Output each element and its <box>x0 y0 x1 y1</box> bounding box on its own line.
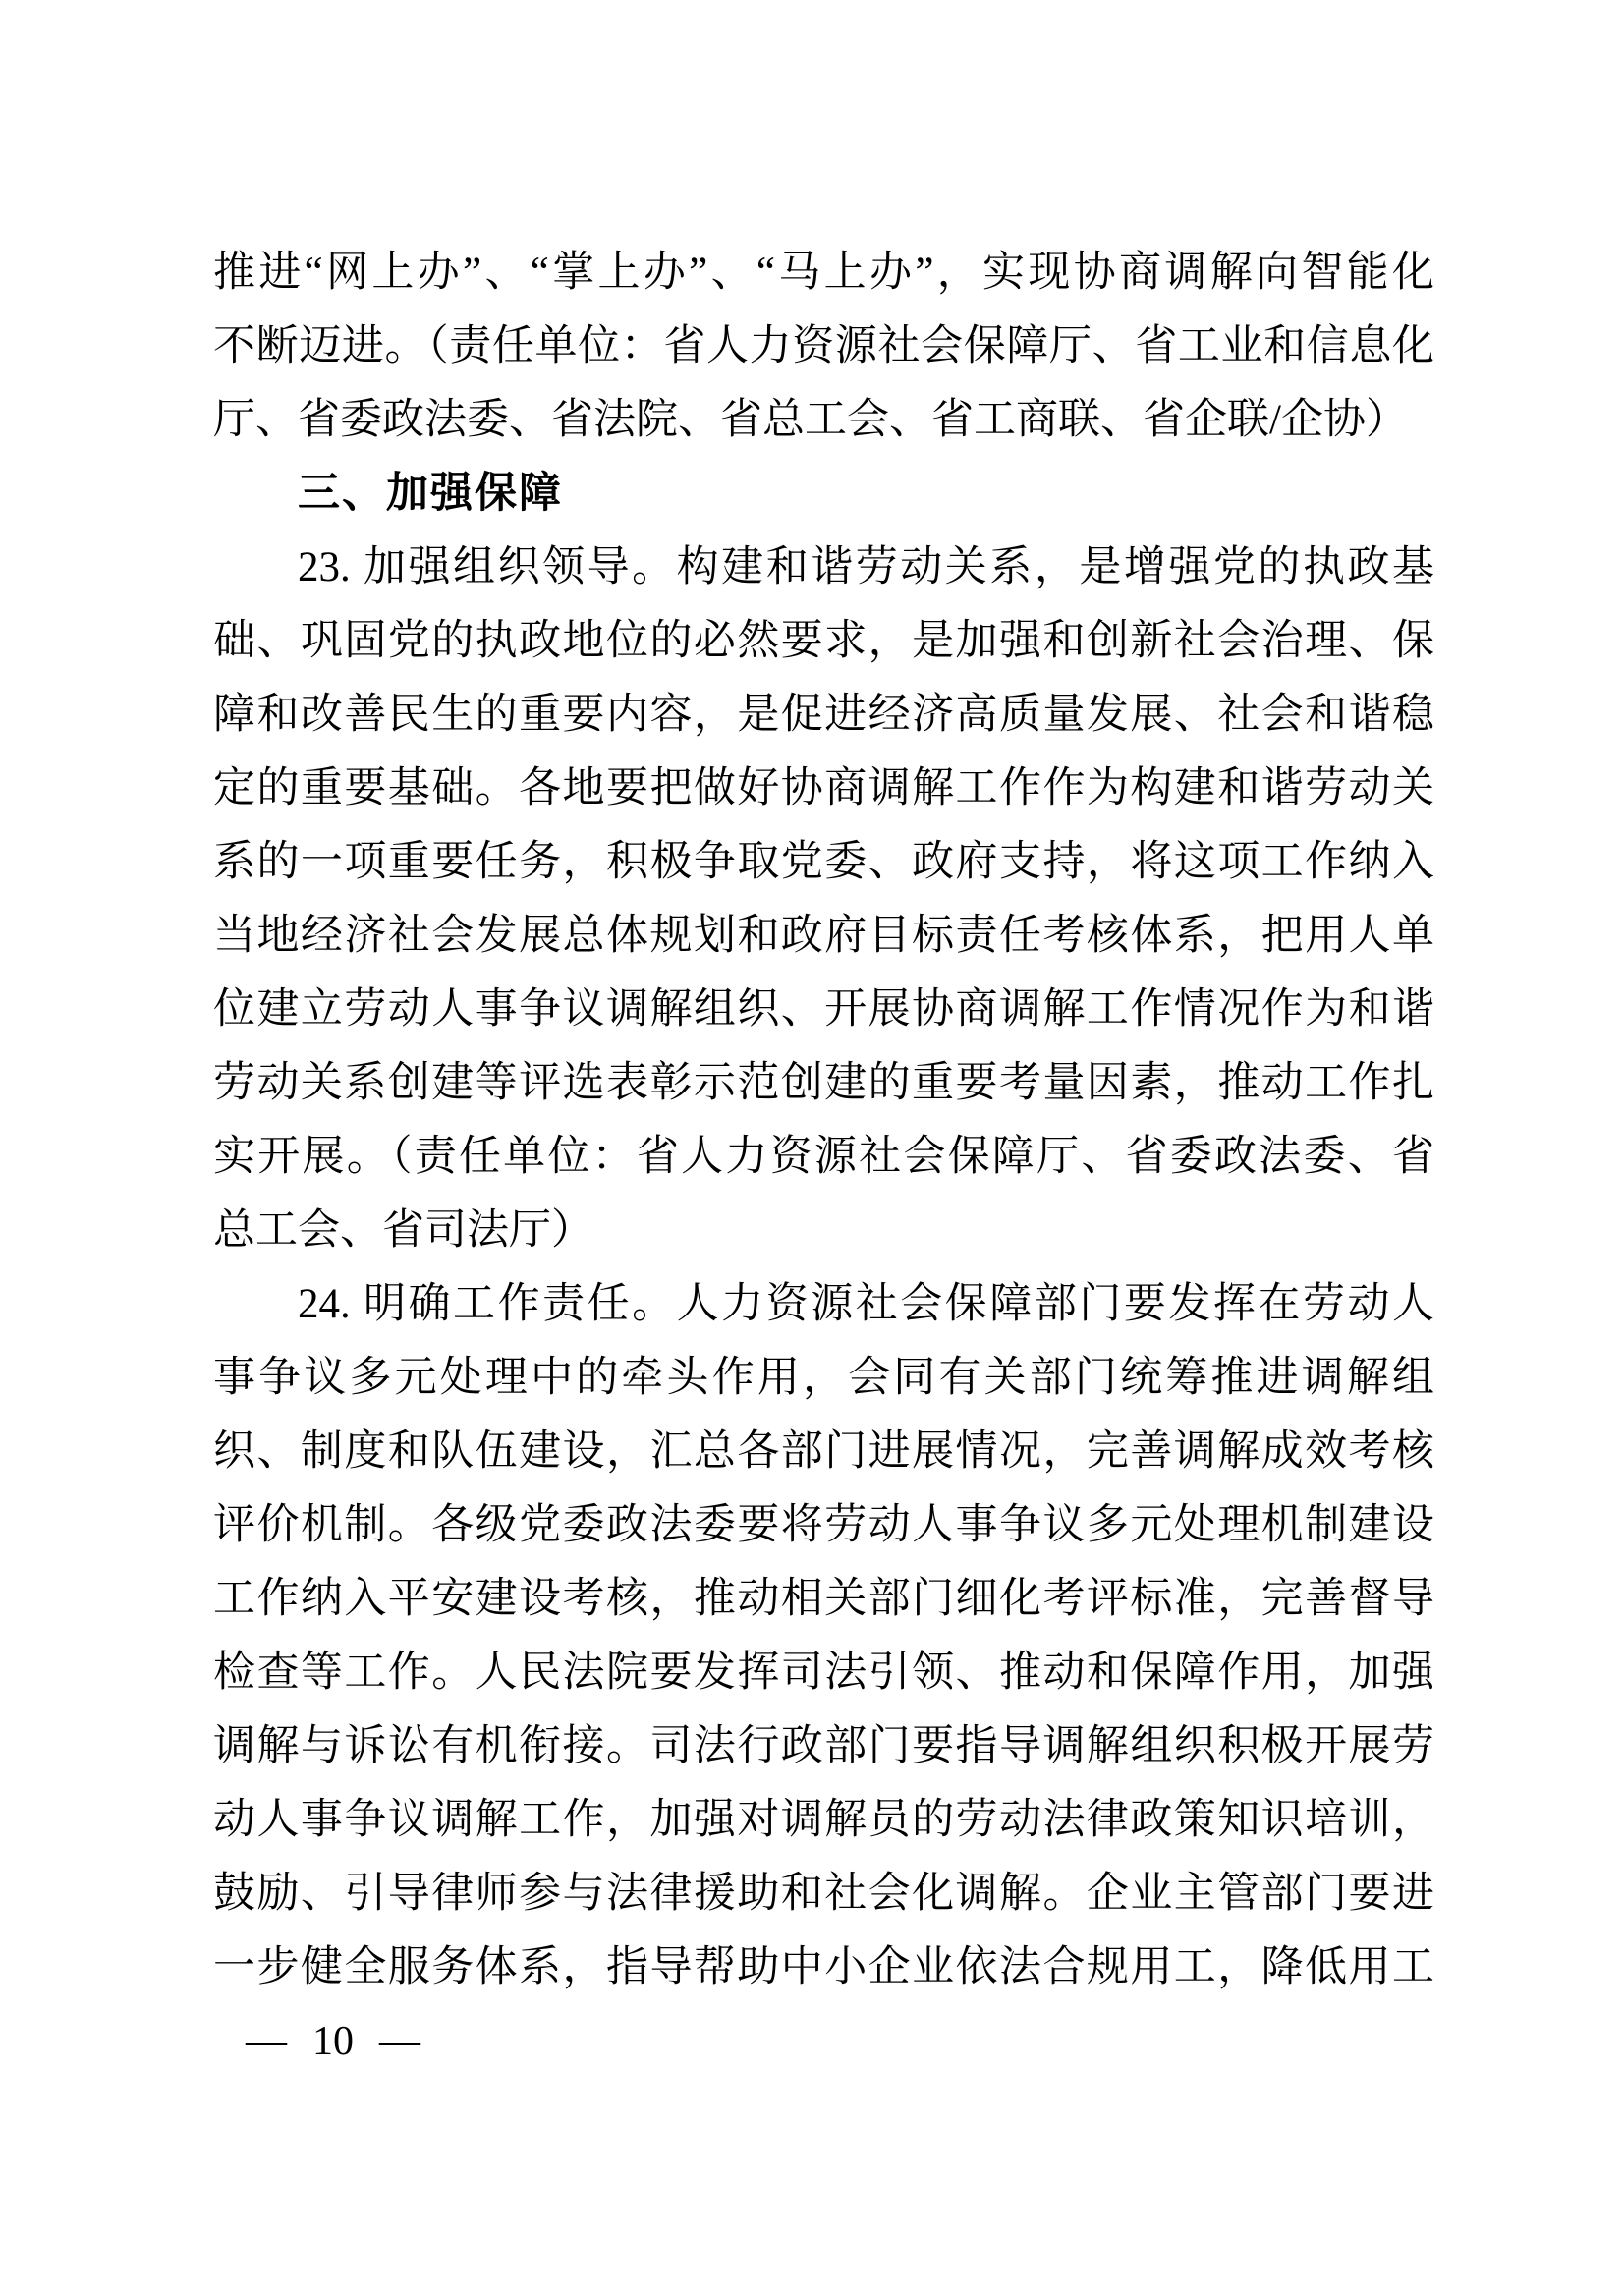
text-line: 推进“网上办”、“掌上办”、“马上办”，实现协商调解向智能化 <box>213 250 1434 296</box>
text-line: 评价机制。各级党委政法委要将劳动人事争议多元处理机制建设 <box>213 1502 1434 1548</box>
section-heading: 三、加强保障 <box>298 470 563 517</box>
text-line: 一步健全服务体系，指导帮助中小企业依法合规用工，降低用工 <box>213 1944 1434 1990</box>
text-line: 24. 明确工作责任。人力资源社会保障部门要发挥在劳动人 <box>298 1281 1434 1327</box>
text-line: 障和改善民生的重要内容，是促进经济高质量发展、社会和谐稳 <box>213 692 1434 738</box>
text-line: 总工会、省司法厅） <box>213 1207 593 1254</box>
footer-dash-right: — <box>379 2019 420 2064</box>
page-footer <box>246 2020 420 2063</box>
text-line: 鼓励、引导律师参与法律援助和社会化调解。企业主管部门要进 <box>213 1871 1434 1917</box>
text-line: 织、制度和队伍建设，汇总各部门进展情况，完善调解成效考核 <box>213 1428 1434 1475</box>
text-line: 检查等工作。人民法院要发挥司法引领、推动和保障作用，加强 <box>213 1650 1434 1696</box>
text-line: 厅、省委政法委、省法院、省总工会、省工商联、省企联/企协） <box>213 397 1408 443</box>
text-line: 位建立劳动人事争议调解组织、开展协商调解工作情况作为和谐 <box>213 986 1434 1033</box>
text-line: 劳动关系创建等评选表彰示范创建的重要考量因素，推动工作扎 <box>213 1060 1434 1106</box>
text-line: 23. 加强组织领导。构建和谐劳动关系，是增强党的执政基 <box>298 544 1434 590</box>
document-lines <box>213 236 1434 2004</box>
text-line: 不断迈进。（责任单位：省人力资源社会保障厅、省工业和信息化 <box>213 323 1434 369</box>
text-line: 调解与诉讼有机衔接。司法行政部门要指导调解组织积极开展劳 <box>213 1723 1434 1769</box>
footer-dash-left: — <box>246 2019 287 2064</box>
text-line: 础、巩固党的执政地位的必然要求，是加强和创新社会治理、保 <box>213 618 1434 664</box>
text-line: 当地经济社会发展总体规划和政府目标责任考核体系，把用人单 <box>213 913 1434 959</box>
text-line: 事争议多元处理中的牵头作用，会同有关部门统筹推进调解组 <box>213 1355 1434 1401</box>
text-line: 系的一项重要任务，积极争取党委、政府支持，将这项工作纳入 <box>213 839 1434 885</box>
text-line: 实开展。（责任单位：省人力资源社会保障厅、省委政法委、省 <box>213 1134 1434 1180</box>
footer-page-number: 10 <box>312 2019 354 2064</box>
text-line: 动人事争议调解工作，加强对调解员的劳动法律政策知识培训， <box>213 1797 1434 1843</box>
text-line: 定的重要基础。各地要把做好协商调解工作作为构建和谐劳动关 <box>213 765 1434 812</box>
text-line: 工作纳入平安建设考核，推动相关部门细化考评标准，完善督导 <box>213 1576 1434 1622</box>
